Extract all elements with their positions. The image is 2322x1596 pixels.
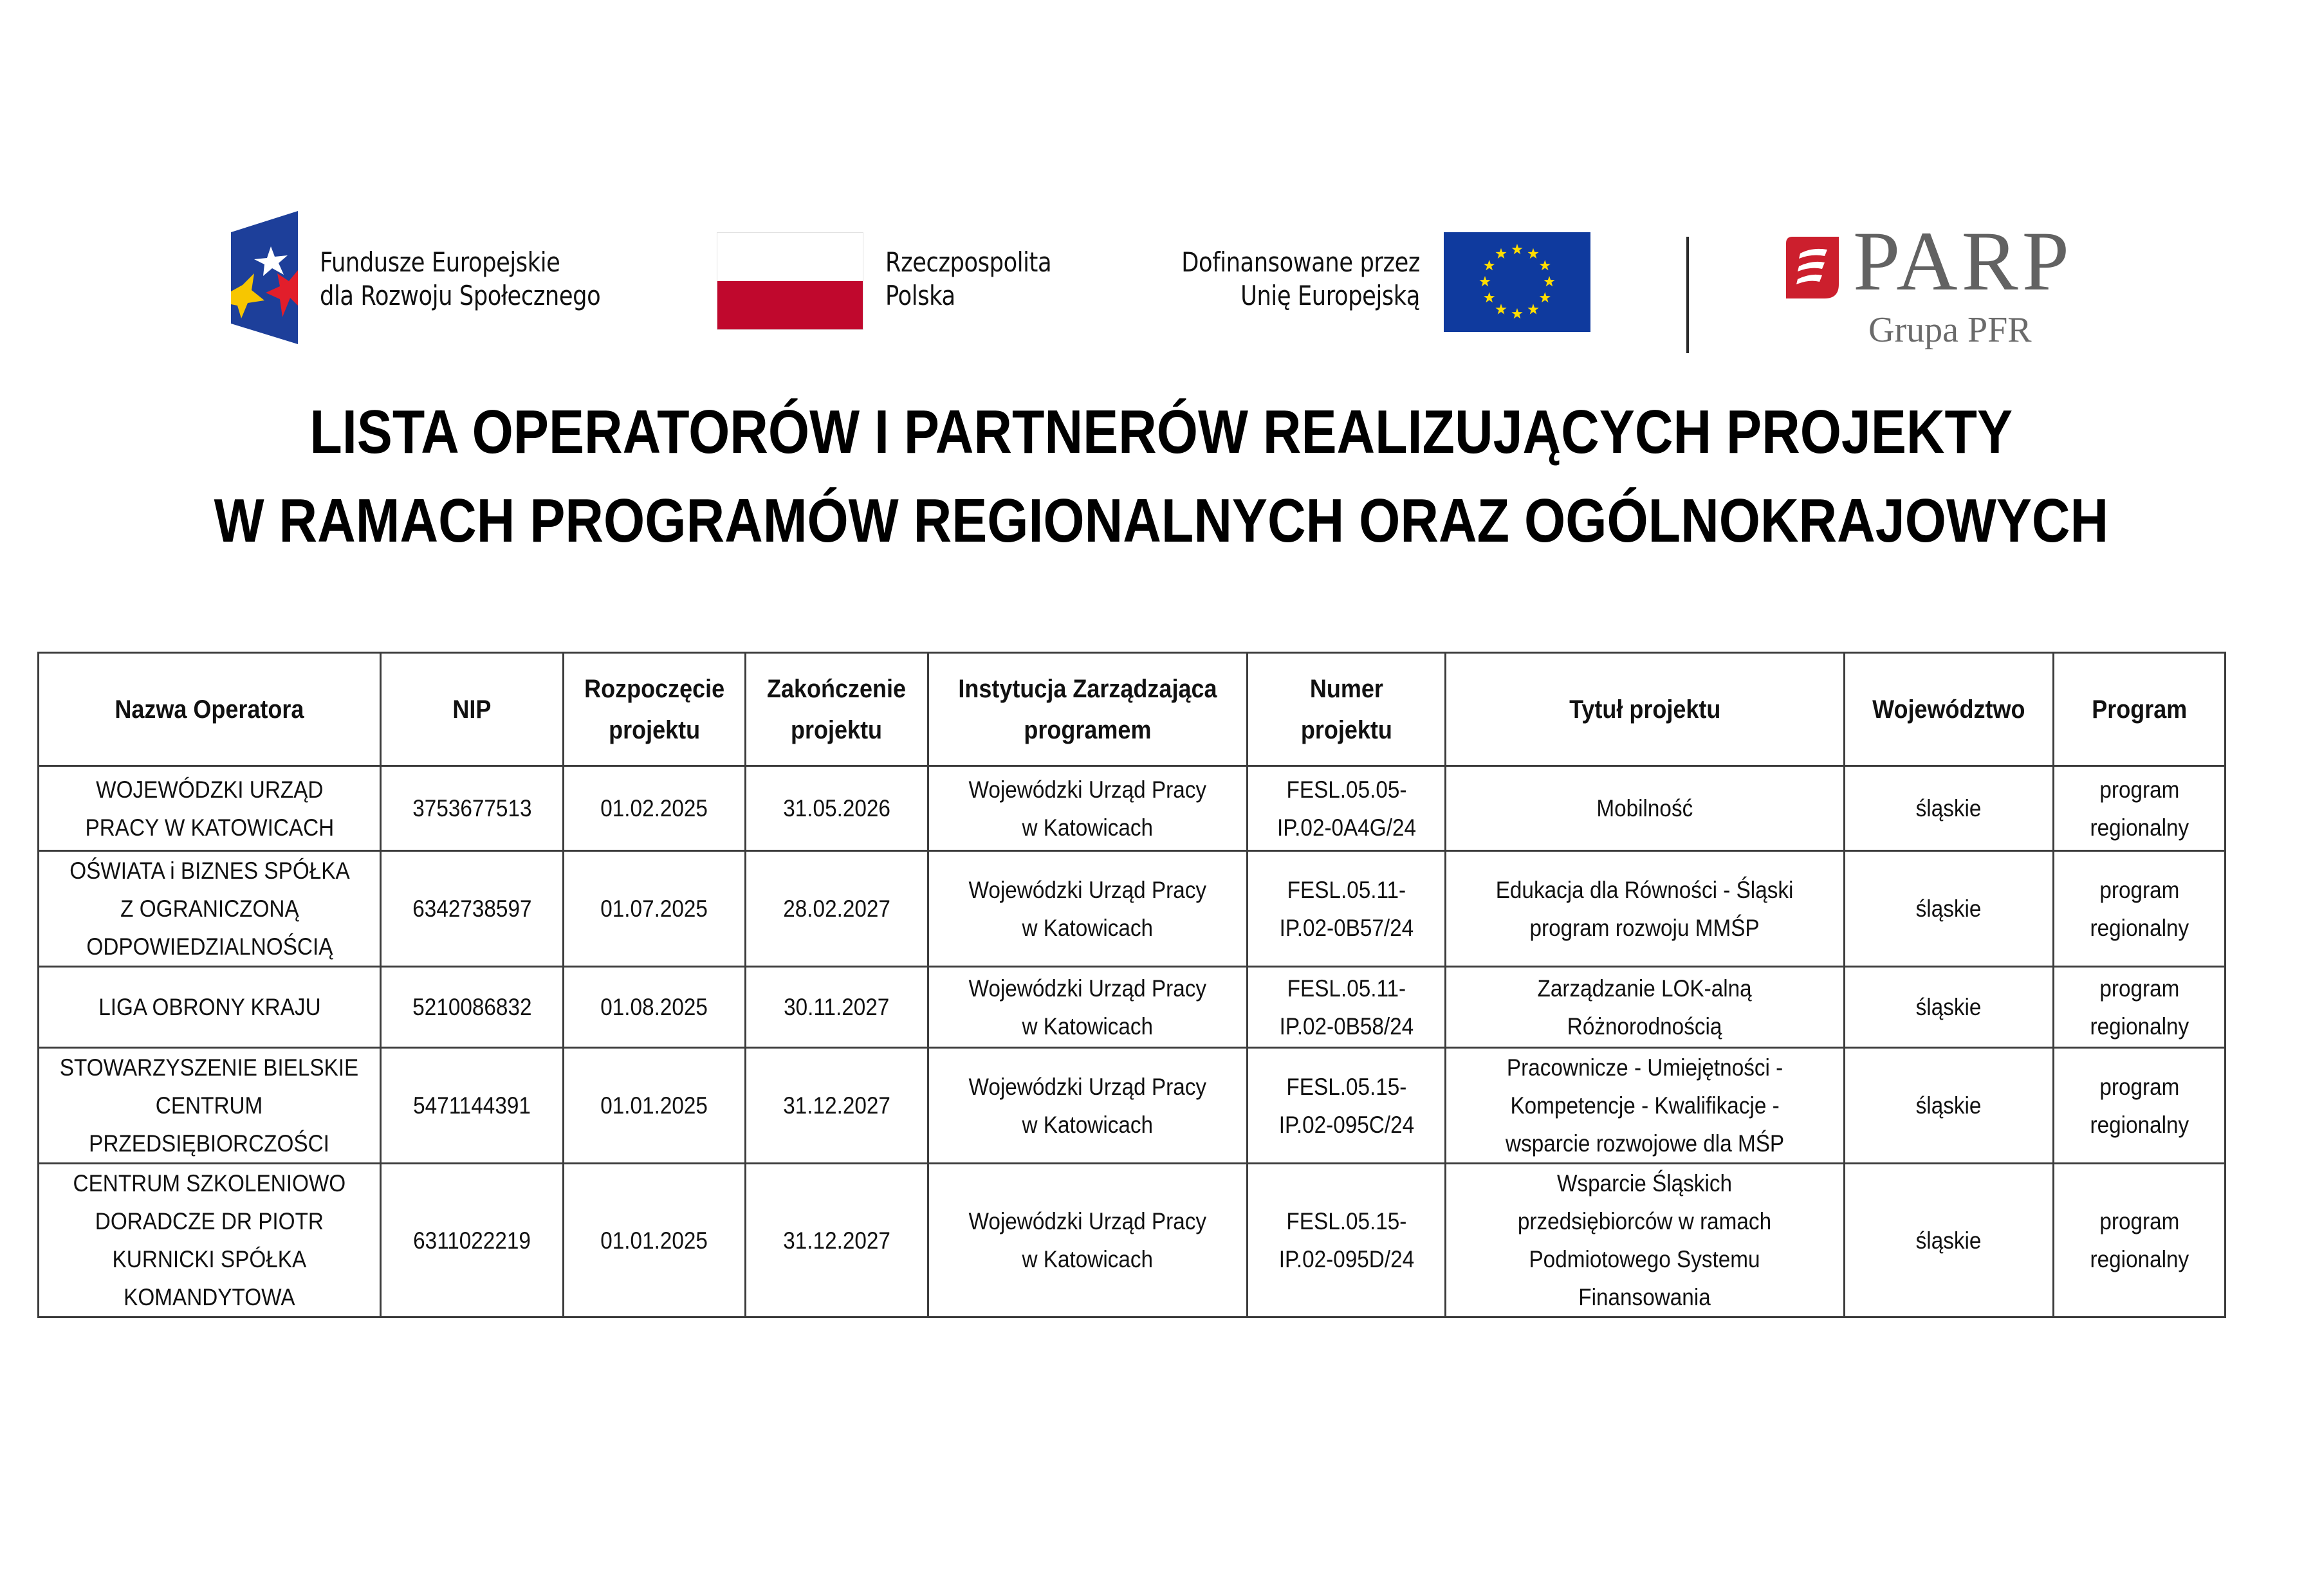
cell-nip-text: 3753677513 bbox=[412, 795, 532, 821]
page-title-line-1-text: LISTA OPERATORÓW I PARTNERÓW REALIZUJĄCYCH PROJEKTY bbox=[309, 398, 2013, 466]
cell-voivodeship-text: śląskie bbox=[1916, 1227, 1982, 1254]
header-label: NIP bbox=[452, 695, 492, 724]
cell-project-title-text: Mobilność bbox=[1596, 795, 1693, 821]
cell-operator-name bbox=[39, 967, 381, 1048]
cell-voivodeship bbox=[1845, 1048, 2054, 1164]
cell-project-number bbox=[1248, 967, 1446, 1048]
cell-nip bbox=[381, 766, 564, 851]
cell-start-date-text: 01.07.2025 bbox=[600, 895, 708, 922]
cell-institution-text: Wojewódzki Urząd Pracy w Katowicach bbox=[968, 1073, 1207, 1138]
cell-program bbox=[2054, 851, 2225, 967]
table-row bbox=[39, 967, 2225, 1048]
eu-star-icon bbox=[1511, 244, 1522, 254]
table-row bbox=[39, 766, 2225, 851]
page-title-line-1 bbox=[0, 397, 2322, 468]
table-header-row bbox=[39, 653, 2225, 766]
fe-logo-line1: Fundusze Europejskie bbox=[320, 246, 560, 278]
cell-end-date-text: 31.05.2026 bbox=[783, 795, 890, 821]
header-voivodeship bbox=[1845, 653, 2054, 766]
header-label: Zakończenie projektu bbox=[767, 674, 907, 744]
header-project-number bbox=[1248, 653, 1446, 766]
header-label: Nazwa Operatora bbox=[115, 695, 304, 724]
cell-project-number bbox=[1248, 851, 1446, 967]
eu-star-icon bbox=[1511, 308, 1522, 318]
cell-institution bbox=[928, 851, 1248, 967]
header-project-title bbox=[1446, 653, 1845, 766]
cell-project-title bbox=[1446, 766, 1845, 851]
cell-program-text: program regionalny bbox=[2090, 876, 2189, 941]
cell-project-title bbox=[1446, 967, 1845, 1048]
cell-voivodeship-text: śląskie bbox=[1916, 1092, 1982, 1119]
eu-logo-text bbox=[1146, 246, 1420, 313]
cell-project-title bbox=[1446, 851, 1845, 967]
fe-logo-line2: dla Rozwoju Społecznego bbox=[320, 280, 601, 311]
cell-program-text: program regionalny bbox=[2090, 1073, 2189, 1138]
cell-end-date bbox=[746, 766, 928, 851]
parp-wordmark: PARP bbox=[1853, 214, 2074, 308]
cell-voivodeship-text: śląskie bbox=[1916, 795, 1982, 821]
cell-end-date bbox=[746, 1164, 928, 1317]
header-institution bbox=[928, 653, 1248, 766]
cell-voivodeship bbox=[1845, 851, 2054, 967]
cell-operator-name bbox=[39, 766, 381, 851]
cell-project-number bbox=[1248, 1164, 1446, 1317]
cell-operator-name-text: OŚWIATA i BIZNES SPÓŁKA Z OGRANICZONĄ ODPOWIEDZIALNOŚCIĄ bbox=[69, 858, 350, 960]
eu-star-icon bbox=[1527, 304, 1538, 314]
cell-project-title-text: Wsparcie Śląskich przedsiębiorców w ramach Podmiotowego Systemu Finansowania bbox=[1518, 1170, 1772, 1310]
header-label: Rozpoczęcie projektu bbox=[584, 674, 725, 744]
cell-institution-text: Wojewódzki Urząd Pracy w Katowicach bbox=[968, 776, 1207, 841]
cell-institution-text: Wojewódzki Urząd Pracy w Katowicach bbox=[968, 1208, 1207, 1272]
header-label: Numer projektu bbox=[1300, 674, 1392, 744]
cell-nip-text: 5210086832 bbox=[412, 994, 532, 1020]
header-operator-name bbox=[39, 653, 381, 766]
eu-logo-line2: Unię Europejską bbox=[1240, 280, 1420, 311]
rp-logo-line1: Rzeczpospolita bbox=[885, 246, 1052, 278]
eu-star-icon bbox=[1495, 248, 1506, 259]
cell-institution bbox=[928, 766, 1248, 851]
header-start bbox=[564, 653, 746, 766]
cell-start-date bbox=[564, 1048, 746, 1164]
eu-star-icon bbox=[1527, 248, 1538, 259]
cell-project-title bbox=[1446, 1164, 1845, 1317]
cell-institution-text: Wojewódzki Urząd Pracy w Katowicach bbox=[968, 975, 1207, 1040]
cell-end-date-text: 30.11.2027 bbox=[784, 994, 890, 1020]
cell-end-date bbox=[746, 851, 928, 967]
parp-logo-icon bbox=[1786, 237, 1839, 298]
fe-logo-text bbox=[320, 246, 600, 313]
cell-start-date-text: 01.01.2025 bbox=[600, 1227, 708, 1254]
cell-end-date bbox=[746, 1048, 928, 1164]
cell-voivodeship-text: śląskie bbox=[1916, 895, 1982, 922]
eu-star-icon bbox=[1543, 276, 1554, 286]
eu-star-icon bbox=[1540, 292, 1551, 302]
cell-start-date-text: 01.02.2025 bbox=[600, 795, 708, 821]
cell-start-date bbox=[564, 1164, 746, 1317]
cell-institution bbox=[928, 967, 1248, 1048]
rp-logo-text bbox=[885, 246, 1051, 313]
cell-program bbox=[2054, 967, 2225, 1048]
flag-red-stripe bbox=[717, 281, 863, 329]
cell-operator-name-text: WOJEWÓDZKI URZĄD PRACY W KATOWICACH bbox=[85, 776, 334, 841]
eu-star-icon bbox=[1495, 304, 1506, 314]
cell-institution-text: Wojewódzki Urząd Pracy w Katowicach bbox=[968, 876, 1207, 941]
cell-end-date-text: 31.12.2027 bbox=[783, 1227, 890, 1254]
header-label: Program bbox=[2091, 695, 2188, 724]
cell-project-number bbox=[1248, 766, 1446, 851]
cell-nip-text: 6342738597 bbox=[412, 895, 532, 922]
table-row bbox=[39, 851, 2225, 967]
cell-nip bbox=[381, 967, 564, 1048]
cell-start-date bbox=[564, 766, 746, 851]
page-title-line-2 bbox=[0, 486, 2322, 556]
cell-start-date-text: 01.01.2025 bbox=[600, 1092, 708, 1119]
cell-operator-name-text: LIGA OBRONY KRAJU bbox=[98, 994, 321, 1020]
cell-project-title-text: Zarządzanie LOK-alną Różnorodnością bbox=[1537, 975, 1753, 1040]
cell-nip-text: 6311022219 bbox=[413, 1227, 531, 1254]
cell-nip-text: 5471144391 bbox=[413, 1092, 531, 1119]
cell-project-title-text: Pracownicze - Umiejętności - Kompetencje - Kwalifikacje - wsparcie rozwojowe dla MŚP bbox=[1505, 1054, 1785, 1157]
cell-institution bbox=[928, 1164, 1248, 1317]
cell-project-number-text: FESL.05.15- IP.02-095D/24 bbox=[1278, 1208, 1414, 1272]
cell-program-text: program regionalny bbox=[2090, 1208, 2189, 1272]
cell-start-date-text: 01.08.2025 bbox=[600, 994, 708, 1020]
cell-project-number-text: FESL.05.15- IP.02-095C/24 bbox=[1278, 1073, 1414, 1138]
header-label: Województwo bbox=[1872, 695, 2025, 724]
cell-project-number-text: FESL.05.11- IP.02-0B58/24 bbox=[1279, 975, 1414, 1040]
fundusze-europejskie-logo-icon bbox=[228, 209, 300, 347]
cell-voivodeship-text: śląskie bbox=[1916, 994, 1982, 1020]
header-label: Instytucja Zarządzająca programem bbox=[958, 674, 1217, 744]
cell-project-number-text: FESL.05.11- IP.02-0B57/24 bbox=[1279, 876, 1414, 941]
cell-nip bbox=[381, 1048, 564, 1164]
cell-operator-name bbox=[39, 851, 381, 967]
page-title-line-2-text: W RAMACH PROGRAMÓW REGIONALNYCH ORAZ OGÓLNOKRAJOWYCH bbox=[214, 486, 2108, 555]
cell-program bbox=[2054, 1048, 2225, 1164]
cell-project-title-text: Edukacja dla Równości - Śląski program rozwoju MMŚP bbox=[1496, 876, 1794, 941]
cell-operator-name bbox=[39, 1164, 381, 1317]
cell-program bbox=[2054, 766, 2225, 851]
cell-voivodeship bbox=[1845, 967, 2054, 1048]
cell-operator-name-text: STOWARZYSZENIE BIELSKIE CENTRUM PRZEDSIĘBIORCZOŚCI bbox=[60, 1054, 359, 1157]
cell-end-date bbox=[746, 967, 928, 1048]
cell-end-date-text: 31.12.2027 bbox=[783, 1092, 890, 1119]
header-nip bbox=[381, 653, 564, 766]
cell-end-date-text: 28.02.2027 bbox=[783, 895, 890, 922]
parp-subtitle: Grupa PFR bbox=[1868, 310, 2032, 350]
eu-star-icon bbox=[1484, 292, 1495, 302]
cell-institution bbox=[928, 1048, 1248, 1164]
cell-nip bbox=[381, 1164, 564, 1317]
cell-nip bbox=[381, 851, 564, 967]
operators-table bbox=[37, 652, 2226, 1318]
eu-star-icon bbox=[1540, 260, 1551, 270]
cell-program-text: program regionalny bbox=[2090, 975, 2189, 1040]
cell-program bbox=[2054, 1164, 2225, 1317]
cell-start-date bbox=[564, 851, 746, 967]
cell-start-date bbox=[564, 967, 746, 1048]
header-end bbox=[746, 653, 928, 766]
header-program bbox=[2054, 653, 2225, 766]
cell-operator-name bbox=[39, 1048, 381, 1164]
polish-flag-icon bbox=[717, 232, 863, 330]
cell-voivodeship bbox=[1845, 1164, 2054, 1317]
cell-project-number-text: FESL.05.05- IP.02-0A4G/24 bbox=[1276, 776, 1416, 841]
eu-flag-icon bbox=[1444, 232, 1590, 332]
eu-star-icon bbox=[1479, 276, 1490, 286]
cell-project-number bbox=[1248, 1048, 1446, 1164]
logo-divider bbox=[1686, 237, 1689, 353]
header-label: Tytuł projektu bbox=[1569, 695, 1721, 724]
table-row bbox=[39, 1164, 2225, 1317]
cell-project-title bbox=[1446, 1048, 1845, 1164]
eu-star-icon bbox=[1484, 260, 1495, 270]
eu-logo-line1: Dofinansowane przez bbox=[1181, 246, 1420, 278]
cell-operator-name-text: CENTRUM SZKOLENIOWO DORADCZE DR PIOTR KURNICKI SPÓŁKA KOMANDYTOWA bbox=[73, 1170, 346, 1310]
flag-white-stripe bbox=[717, 233, 863, 281]
rp-logo-line2: Polska bbox=[885, 280, 955, 311]
cell-program-text: program regionalny bbox=[2090, 776, 2189, 841]
cell-voivodeship bbox=[1845, 766, 2054, 851]
table-row bbox=[39, 1048, 2225, 1164]
